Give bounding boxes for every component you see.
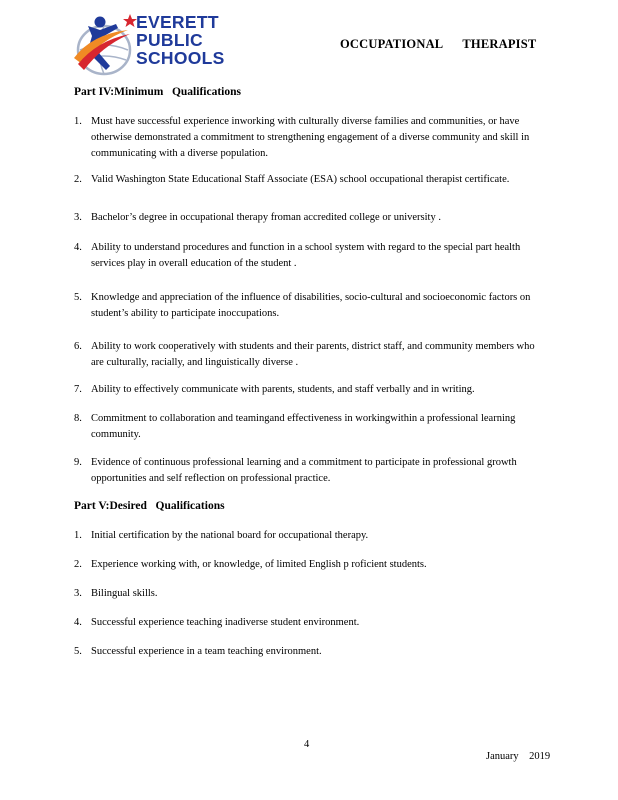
list-item: [74, 240, 542, 272]
list-item-number: 3.: [74, 212, 82, 223]
list-item-number: 4.: [74, 242, 82, 253]
list-item-number: 5.: [74, 646, 82, 657]
page-number: 4: [304, 739, 310, 750]
list-item-text: Initial certification by the national board for occupational therapy.: [91, 530, 369, 541]
list-item-text: Knowledge and appreciation of the influence of disabilities, socio-cultural and socioeconomic factors on student’s ability to participate inoccupations.: [91, 292, 531, 319]
list-item: [74, 114, 542, 162]
list-item-number: 6.: [74, 341, 82, 352]
list-item-text: Ability to effectively communicate with parents, students, and staff verbally and in writing.: [91, 384, 475, 395]
list-item: [74, 411, 542, 443]
list-item-text: Commitment to collaboration and teamingand effectiveness in workingwithin a professional learning community.: [91, 413, 516, 440]
list-item-number: 8.: [74, 413, 82, 424]
list-item: [74, 290, 542, 322]
list-item-text: Valid Washington State Educational Staff Associate (ESA) school occupational therapist certificate.: [91, 174, 510, 185]
list-item-number: 2.: [74, 559, 82, 570]
list-item: [74, 382, 542, 398]
list-item-text: Ability to understand procedures and function in a school system with regard to the special part health services play in overall education of the student .: [91, 242, 521, 269]
document-date: January 2019: [486, 751, 551, 762]
list-item-number: 3.: [74, 588, 82, 599]
list-item-text: Ability to work cooperatively with students and their parents, district staff, and community members who are culturally, racially, and linguistically diverse .: [91, 341, 535, 368]
logo-wordmark: [136, 13, 225, 67]
list-item-text: Experience working with, or knowledge, of limited English p roficient students.: [91, 559, 427, 570]
list-item-number: 1.: [74, 116, 82, 127]
list-item-text: Successful experience teaching inadiverse student environment.: [91, 617, 360, 628]
logo-line-3: SCHOOLS: [136, 48, 225, 68]
list-item-text: Must have successful experience inworking with culturally diverse families and communities, or have otherwise demonstrated a commitment to strengthening engagement of a diverse community and skill in communicating with a diverse population.: [91, 116, 530, 159]
list-item: [74, 586, 542, 602]
list-item-number: 4.: [74, 617, 82, 628]
list-item: [74, 455, 542, 487]
list-item-text: Bachelor’s degree in occupational therapy froman accredited college or university .: [91, 212, 441, 223]
list-item-number: 1.: [74, 530, 82, 541]
list-item: [74, 644, 542, 660]
list-item-number: 2.: [74, 174, 82, 185]
list-item-number: 7.: [74, 384, 82, 395]
list-item-text: Bilingual skills.: [91, 588, 158, 599]
list-item: [74, 210, 542, 226]
list-item-number: 9.: [74, 457, 82, 468]
logo-line-2: PUBLIC: [136, 30, 203, 50]
job-title: OCCUPATIONAL THERAPIST: [340, 37, 537, 51]
section-heading-desired-qualifications: Part V:Desired Qualifications: [74, 500, 225, 512]
logo-line-1: EVERETT: [136, 12, 219, 32]
list-item: [74, 528, 542, 544]
list-item: [74, 615, 542, 631]
list-item: [74, 172, 542, 188]
section-heading-minimum-qualifications: Part IV:Minimum Qualifications: [74, 86, 241, 98]
list-item-number: 5.: [74, 292, 82, 303]
list-item: [74, 557, 542, 573]
logo-emblem-icon: [70, 12, 140, 78]
list-item: [74, 339, 542, 371]
list-item-text: Evidence of continuous professional learning and a commitment to participate in professional growth opportunities and self reflection on professional practice.: [91, 457, 517, 484]
list-item-text: Successful experience in a team teaching environment.: [91, 646, 322, 657]
